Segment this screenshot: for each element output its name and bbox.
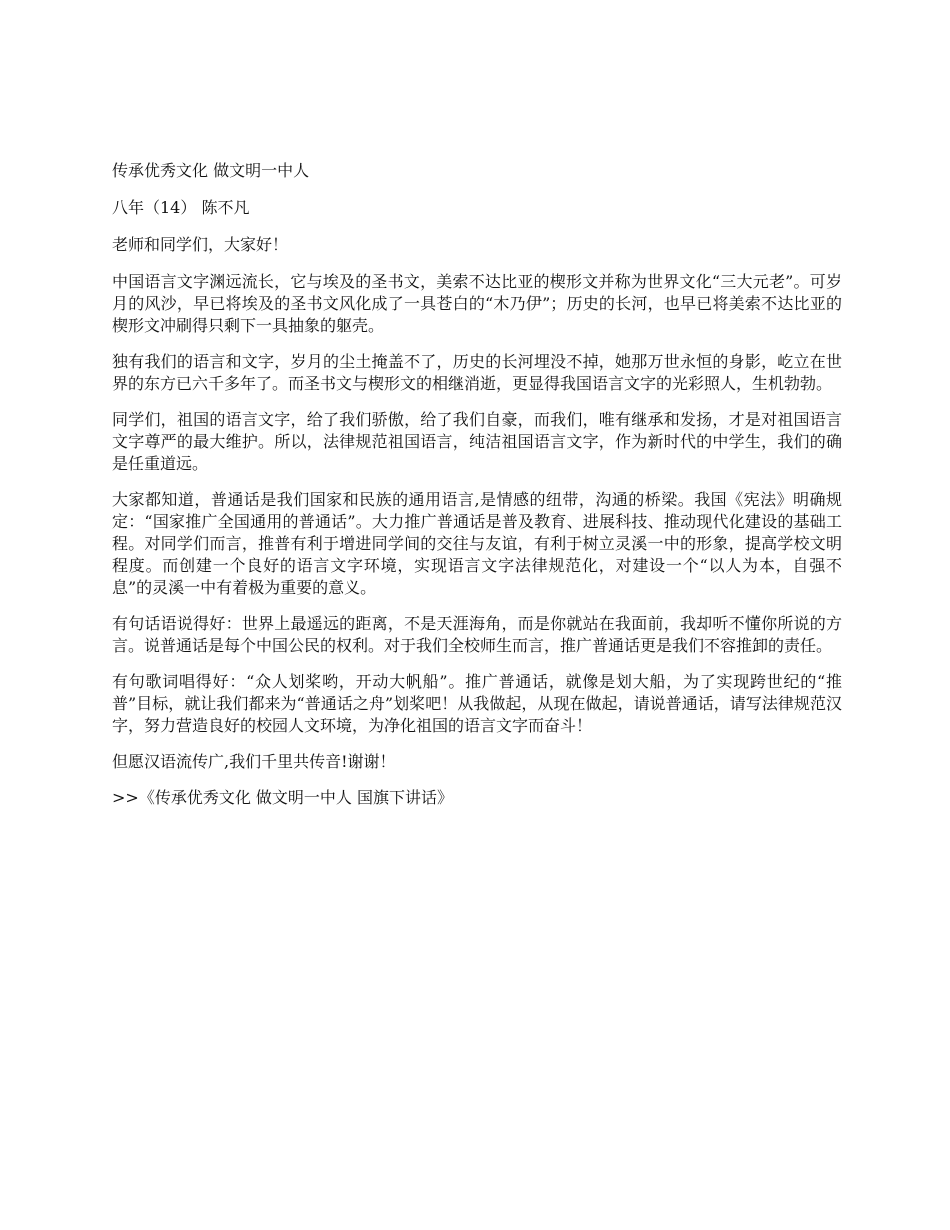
paragraph-3: 同学们，祖国的语言文字，给了我们骄傲，给了我们自豪，而我们，唯有继承和发扬，才是对祖国语言文字尊严的最大维护。所以，法律规范祖国语言，纯洁祖国语言文字，作为新时代的中学生，我们的确是任重道远。 [112, 410, 842, 473]
document-title: 传承优秀文化 做文明一中人 [112, 161, 310, 180]
paragraph-2: 独有我们的语言和文字，岁月的尘土掩盖不了，历史的长河埋没不掉，她那万世永恒的身影，屹立在世界的东方已六千多年了。而圣书文与楔形文的相继消逝，更显得我国语言文字的光彩照人，生机勃勃。 [112, 352, 842, 393]
paragraph-6: 有句歌词唱得好：“众人划桨哟，开动大帆船”。推广普通话，就像是划大船，为了实现跨世纪的“推普”目标，就让我们都来为“普通话之舟”划桨吧！从我做起，从现在做起，请说普通话，请写法律规范汉字，努力营造良好的校园人文环境，为净化祖国的语言文字而奋斗！ [112, 672, 842, 735]
closing-line: 但愿汉语流传广,我们千里共传音!谢谢！ [112, 752, 396, 771]
document-page [112, 160, 842, 823]
paragraph-4: 大家都知道，普通话是我们国家和民族的通用语言,是情感的纽带，沟通的桥梁。我国《宪法》明确规定：“国家推广全国通用的普通话”。大力推广普通话是普及教育、进展科技、推动现代化建设的基础工程。对同学们而言，推普有利于增进同学间的交往与友谊，有利于树立灵溪一中的形象，提高学校文明程度。而创建一个良好的语言文字环境，实现语言文字法律规范化，对建设一个“以人为本，自强不息”的灵溪一中有着极为重要的意义。 [112, 490, 842, 597]
greeting-line: 老师和同学们，大家好！ [112, 235, 289, 254]
related-article-link[interactable]: >>《传承优秀文化 做文明一中人 国旗下讲话》 [112, 788, 453, 807]
paragraph-5: 有句话语说得好：世界上最遥远的距离，不是天涯海角，而是你就站在我面前，我却听不懂你所说的方言。说普通话是每个中国公民的权利。对于我们全校师生而言，推广普通话更是我们不容推卸的责任。 [112, 614, 842, 655]
author-line: 八年（14） 陈不凡 [112, 198, 250, 217]
paragraph-1: 中国语言文字渊远流长，它与埃及的圣书文，美索不达比亚的楔形文并称为世界文化“三大元老”。可岁月的风沙，早已将埃及的圣书文风化成了一具苍白的“木乃伊”；历史的长河，也早已将美索不达比亚的楔形文冲刷得只剩下一具抽象的躯壳。 [112, 272, 842, 335]
